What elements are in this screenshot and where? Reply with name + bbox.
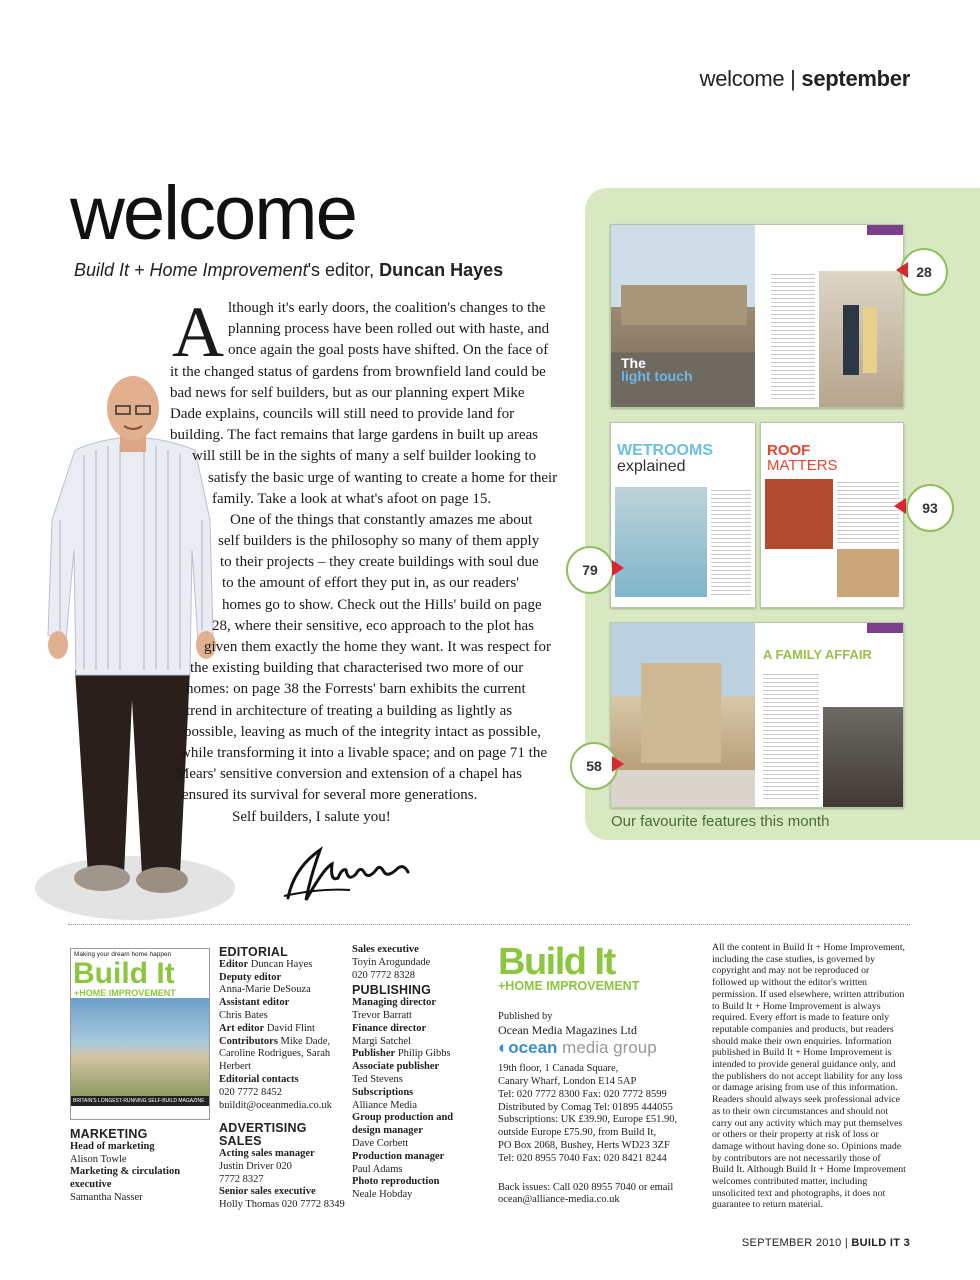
byline-suffix: 's editor, (307, 260, 380, 280)
legal-line: should make their own enquiries. Information (712, 1035, 892, 1047)
legal-notice (712, 942, 912, 1211)
credit-role: Deputy editor (219, 971, 282, 983)
feature-title-b: explained (617, 458, 686, 475)
editorial-credits (219, 944, 347, 1212)
page-badge-58[interactable]: 58 (570, 742, 618, 790)
letter-line: building. The fact remains that large gardens in built up areas (170, 427, 539, 444)
address-line: Tel: 020 7772 8300 Fax: 020 7772 8599 (498, 1088, 667, 1100)
letter-line: to their projects – they create buildings with soul due (220, 554, 539, 571)
legal-line: by contributors are not necessarily those of (712, 1152, 881, 1164)
letter-line: given them exactly the home they want. It was respect for (204, 639, 551, 655)
footer-mag: BUILD IT (851, 1237, 901, 1249)
credit-role: Editor (219, 958, 249, 970)
credit-name: Holly Thomas 020 7772 8349 (219, 1199, 345, 1211)
month-label: september (801, 66, 910, 91)
editorial-heading: EDITORIAL (219, 945, 288, 959)
letter-line: 28, where their sensitive, eco approach to the plot has (212, 617, 534, 634)
credit-role: Photo reproduction (352, 1176, 440, 1188)
legal-line: carry out any activity which may put themselves (712, 1117, 903, 1129)
legal-line: damage without having done so. Opinions made (712, 1140, 902, 1152)
feature-title-a: ROOF (767, 442, 811, 459)
address-line: 19th floor, 1 Canada Square, (498, 1063, 619, 1075)
feature-title-b: light touch (621, 368, 693, 384)
letter-line: while transforming it into a livable space; and on page 71 the (180, 744, 547, 761)
letter-line: once again the goal posts have shifted. On the face of (228, 342, 549, 359)
legal-line: or damage arising from use of this information. (712, 1082, 898, 1094)
credit-name: Neale Hobday (352, 1189, 413, 1201)
feature-title-a: The (621, 355, 646, 371)
feature-thumbnail-79[interactable] (610, 422, 756, 608)
credit-name: Philip Gibbs (397, 1048, 451, 1060)
byline (74, 260, 503, 281)
legal-line: as to their own circumstances and should not (712, 1105, 889, 1117)
feature-thumbnail-58[interactable] (610, 622, 904, 808)
letter-line: possible, leaving as much of the integrity intact as possible, (184, 723, 542, 740)
feature-thumbnail-28[interactable] (610, 224, 904, 408)
credit-role: Senior sales executive (219, 1186, 316, 1198)
credit-phone: 020 7772 8328 (352, 969, 415, 981)
credit-role: Contributors (219, 1035, 278, 1047)
letter-line: One of the things that constantly amazes me about (230, 511, 533, 528)
legal-line: Build It. Although Build It + Home Improvement (712, 1164, 906, 1176)
byline-editor: Duncan Hayes (379, 260, 504, 280)
address-line: Distributed by Comag Tel: 01895 444055 (498, 1101, 673, 1113)
letter-line: trend in architecture of treating a building as lightly as (186, 702, 513, 719)
credit-role: Managing director (352, 997, 437, 1009)
legal-line: reputable companies and products, but readers (712, 1023, 894, 1035)
credit-name: Duncan Hayes (250, 958, 313, 970)
credit-name: Samantha Nasser (70, 1191, 143, 1203)
buildit-logo: Build It (498, 941, 615, 983)
credit-role: Subscriptions (352, 1086, 414, 1098)
credit-name: Mike Dade, Caroline Rodrigues, Sarah Herbert (219, 1035, 331, 1073)
credit-name: 020 7772 8452 buildit@oceanmedia.co.uk (219, 1086, 332, 1111)
page-number: 3 (903, 1237, 910, 1249)
letter-line: homes: on page 38 the Forrests' barn exhibits the current (186, 681, 526, 698)
credit-role: Sales executive (352, 944, 419, 955)
legal-line: All the content in Build It + Home Improvement, (712, 942, 905, 953)
credit-name: Paul Adams (352, 1163, 403, 1175)
credit-name: Alliance Media (352, 1099, 418, 1111)
credit-role: Acting sales manager (219, 1147, 315, 1159)
page-badge-79[interactable]: 79 (566, 546, 614, 594)
pointer-icon (612, 560, 624, 576)
advertising-heading: ADVERTISING SALES (219, 1121, 307, 1149)
address-line: outside Europe £75.90, from Build It, (498, 1127, 657, 1139)
credit-role: Art editor (219, 1022, 265, 1034)
letter-line: ensured its survival for several more generations. (182, 787, 478, 804)
drop-cap: A (172, 292, 224, 372)
credit-name: Dave Corbett (352, 1137, 409, 1149)
cover-logo-sub: +HOME IMPROVEMENT (74, 988, 176, 998)
letter-line: Dade explains, councils will still need to provide land for (170, 405, 515, 422)
ocean-logo: ◐ocean media group (498, 1038, 657, 1058)
section-label: welcome (699, 66, 785, 91)
feature-thumbnail-93[interactable] (760, 422, 904, 608)
legal-line: including the case studies, is governed by (712, 953, 875, 965)
legal-line: guarantee to return material. (712, 1199, 823, 1211)
editor-signature (280, 838, 420, 908)
editor-letter (170, 292, 558, 828)
feature-title-a: WETROOMS (617, 442, 713, 459)
legal-line: unsolicited text and photographs, it does not (712, 1187, 886, 1199)
letter-line: planning process have been rolled out with haste, and (228, 321, 550, 338)
credit-name: Ted Stevens (352, 1073, 403, 1085)
credit-role: Group production and design manager (352, 1112, 454, 1137)
cover-strap: BRITAIN'S LONGEST-RUNNING SELF-BUILD MAGAZINE (71, 1096, 209, 1106)
address-line: Canary Wharf, London E14 5AP (498, 1075, 637, 1087)
legal-line: the publishers do not accept liability for any loss (712, 1070, 903, 1082)
publisher-info (498, 941, 698, 1207)
credit-role: Finance director (352, 1022, 427, 1034)
letter-line: the existing building that characterised two more of our (190, 660, 524, 677)
credit-name: David Flint (266, 1022, 315, 1034)
section-header: welcome | september (699, 66, 910, 91)
divider (68, 924, 910, 925)
credit-name: Alison Towle (70, 1153, 127, 1165)
credit-name: Justin Driver 020 7772 8327 (219, 1160, 292, 1185)
credit-name: Toyin Arogundade (352, 956, 431, 968)
letter-line: bad news for self builders, but as our planning expert Mike (170, 384, 525, 401)
credit-role: Marketing & circulation executive (70, 1166, 181, 1191)
legal-line: required. Every effort is made to feature only (712, 1012, 890, 1024)
feature-title-a: A FAMILY AFFAIR (763, 647, 872, 662)
marketing-credits (70, 1126, 210, 1205)
features-caption: Our favourite features this month (611, 813, 830, 830)
legal-line: welcomes contributed matter, including (712, 1176, 868, 1188)
publishing-credits (352, 944, 472, 1202)
marketing-heading: MARKETING (70, 1127, 148, 1141)
published-by: Published by (498, 1010, 553, 1022)
page-badge-28[interactable]: 28 (900, 248, 948, 296)
credit-role: Head of marketing (70, 1140, 155, 1152)
credit-role: Editorial contacts (219, 1073, 299, 1085)
credit-name: Chris Bates (219, 1009, 268, 1021)
page-title: welcome (70, 171, 356, 256)
credit-role: Assistant editor (219, 997, 290, 1009)
byline-magazine: Build It + Home Improvement (74, 260, 308, 280)
cover-tagline: Making your dream home happen (74, 951, 172, 958)
legal-line: published in Build It + Home Improvement is (712, 1047, 892, 1059)
legal-line: intended to provide general guidance only, and (712, 1059, 896, 1071)
credit-name: Anna-Marie DeSouza (219, 984, 311, 996)
letter-line: to the amount of effort they put in, as our readers' (222, 575, 519, 592)
address-line: Subscriptions: UK £39.90, Europe £51.90, (498, 1114, 678, 1126)
pointer-icon (612, 756, 624, 772)
magazine-cover[interactable] (70, 948, 210, 1120)
footer-date: SEPTEMBER 2010 (741, 1237, 842, 1249)
ocean-logo-icon: ◐ (498, 1038, 509, 1058)
letter-line: Mears' sensitive conversion and extension of a chapel has (176, 766, 522, 783)
credit-name: Margi Satchel (352, 1035, 412, 1047)
address-line: PO Box 2068, Bushey, Herts WD23 3ZF (498, 1139, 670, 1151)
credit-role: Production manager (352, 1150, 445, 1162)
letter-line: satisfy the basic urge of wanting to create a home for their (208, 469, 558, 486)
letter-line: Self builders, I salute you! (232, 808, 391, 825)
legal-line: or others or their property at risk of loss or (712, 1129, 879, 1141)
cover-logo: Build It (73, 957, 175, 990)
credit-role: Associate publisher (352, 1061, 440, 1073)
address-line: Tel: 020 8955 7040 Fax: 020 8421 8244 (498, 1152, 667, 1164)
letter-line: will still be in the sights of many a self builder looking to (192, 448, 537, 465)
letter-line: self builders is the philosophy so many of them apply (218, 533, 540, 550)
page-footer: SEPTEMBER 2010 | BUILD IT 3 (741, 1237, 910, 1249)
letter-line: homes go to show. Check out the Hills' build on page (222, 596, 542, 613)
page-badge-93[interactable]: 93 (906, 484, 954, 532)
letter-line: lthough it's early doors, the coalition's changes to the (228, 300, 546, 316)
letter-line: it the changed status of gardens from brownfield land could be (170, 363, 546, 380)
pointer-icon (894, 498, 906, 514)
legal-line: Readers should always seek professional advice (712, 1094, 900, 1106)
pointer-icon (896, 262, 908, 278)
credit-role: Publisher (352, 1048, 396, 1060)
legal-line: followed up without the editor's written (712, 977, 867, 989)
publisher-name: Ocean Media Magazines Ltd (498, 1022, 637, 1037)
feature-title-b: MATTERS (767, 457, 838, 474)
back-issues: Back issues: Call 020 8955 7040 or email ocean@alliance-media.co.uk (498, 1181, 674, 1206)
legal-line: copyright and may not be reproduced or (712, 965, 870, 977)
publishing-heading: PUBLISHING (352, 983, 432, 998)
letter-line: family. Take a look at what's afoot on page 15. (212, 490, 492, 507)
legal-line: to Build It + Home Improvement is always (712, 1000, 881, 1012)
legal-line: permission. If used elsewhere, written attribution (712, 988, 905, 1000)
credit-name: Trevor Barratt (352, 1009, 412, 1021)
buildit-logo-sub: +HOME IMPROVEMENT (498, 979, 640, 993)
